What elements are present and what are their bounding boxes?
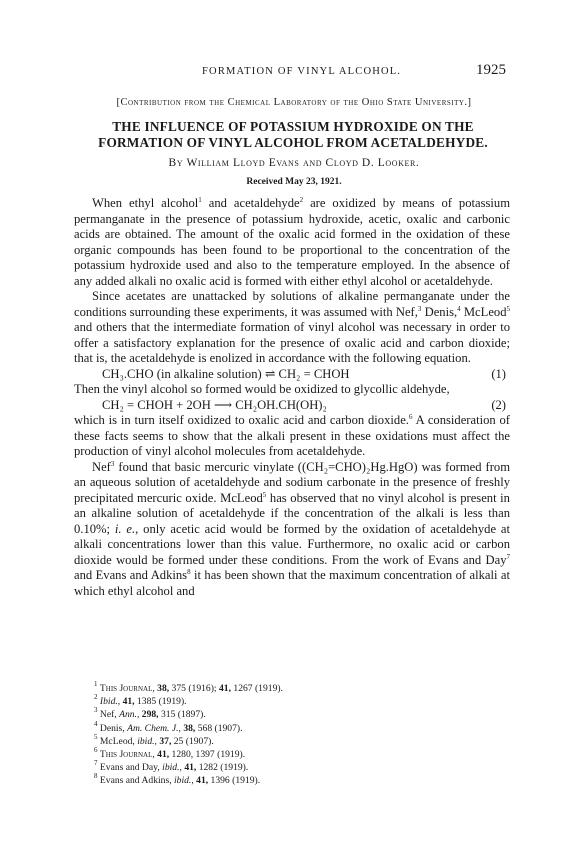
volume: 41, — [196, 775, 209, 787]
contribution-line: [Contribution from the Chemical Laboratory of the Ohio State University.] — [116, 97, 472, 108]
volume: 41, — [184, 762, 197, 774]
citation-text: 1282 (1919). — [196, 762, 249, 774]
footnote-number: 5 — [94, 732, 98, 741]
citation-text: 375 (1916); — [169, 683, 219, 694]
citation-text: 25 (1907). — [171, 735, 214, 747]
paragraph-3 — [74, 413, 510, 460]
text-run: and Evans and Adkins — [74, 568, 188, 582]
volume: 38, — [157, 683, 170, 694]
footnote-ref: 5 — [262, 490, 267, 499]
footnote-number: 7 — [94, 759, 98, 768]
text-run: which is in turn itself oxidized to oxalic acid and carbon dioxide. — [74, 413, 409, 427]
author-name: McLeod, — [99, 735, 138, 747]
footnote-number: 8 — [94, 772, 98, 781]
footnotes — [94, 682, 494, 788]
footnote-ref: 3 — [110, 459, 115, 468]
text-run: and acetaldehyde — [201, 196, 300, 210]
running-title: FORMATION OF VINYL ALCOHOL. — [202, 66, 402, 77]
author-name: Evans and Adkins, — [99, 775, 174, 787]
author-name: Nef, — [99, 709, 120, 721]
footnote-ref: 6 — [408, 413, 413, 421]
journal-name: This Journal, — [99, 749, 155, 761]
footnote-ref: 7 — [506, 552, 510, 561]
journal-name: This Journal, — [99, 683, 155, 694]
text-run: has observed that no vinyl alcohol is present in an alkaline solution of acetaldehyde if the concentration of the alkali is less than 0.10%; — [74, 490, 510, 536]
equation-1 — [74, 367, 510, 383]
received-date: Received May 23, 1921. — [246, 177, 342, 187]
text-run: found that basic mercuric vinylate ((CH₂=CHO)₂Hg.HgO) was formed from an aqueous solution of acetaldehyde and sodium carbonate in the presence of freshly precipitated mercuric oxide. McLeod — [74, 459, 510, 505]
equation-2 — [74, 398, 510, 414]
footnote-number: 3 — [94, 706, 98, 715]
footnote-3 — [94, 708, 494, 721]
journal-name: Ann., — [119, 709, 140, 721]
article-body — [74, 196, 510, 599]
footnote-ref: 5 — [506, 304, 511, 313]
paragraph-1 — [74, 196, 510, 289]
journal-name: ibid., — [174, 775, 194, 787]
citation-text: 1280, 1397 (1919). — [169, 749, 246, 761]
article-title: THE INFLUENCE OF POTASSIUM HYDROXIDE ON THE FORMATION OF VINYL ALCOHOL FROM ACETALDEHYDE. — [98, 119, 488, 150]
footnote-1 — [94, 682, 494, 695]
citation-text: 1267 (1919). — [231, 683, 283, 694]
paragraph-2 — [74, 289, 510, 367]
footnote-ref: 2 — [299, 196, 304, 204]
text-run: Denis, — [421, 304, 458, 319]
running-header — [74, 64, 506, 82]
journal-name: ibid., — [137, 735, 157, 747]
footnote-ref: 8 — [187, 568, 191, 576]
footnote-number: 6 — [94, 746, 98, 755]
text-run: i. e. — [114, 521, 136, 536]
author-byline: By William Lloyd Evans and Cloyd D. Looker. — [168, 157, 420, 169]
footnote-8 — [94, 774, 494, 787]
footnote-5 — [94, 732, 494, 748]
text-run: are oxidized by means of potassium permanganate in the presence of potassium hydroxide, acetic, oxalic and carbonic acids are obtained. The amount of the oxalic acid formed in the oxidation of these organic compounds has been found to be proportional to the concentration of the potassium hydroxide used and also to the temperature employed. In the absence of any added alkali no oxalic acid is formed with either ethyl alcohol or acetaldehyde. — [74, 196, 510, 288]
equation-number: (2) — [491, 397, 506, 412]
footnote-6 — [94, 748, 494, 761]
author-name: Denis, — [99, 722, 128, 734]
footnote-number: 1 — [94, 680, 98, 688]
footnote-7 — [94, 761, 494, 774]
equation-number: (1) — [491, 366, 506, 381]
volume: 38, — [183, 722, 196, 734]
author-name: Evans and Day, — [99, 762, 163, 774]
page-number: 1925 — [476, 62, 506, 78]
volume: 298, — [141, 709, 159, 721]
footnote-2 — [94, 695, 494, 708]
footnote-ref: 4 — [457, 304, 461, 313]
text-run: it has been shown that the maximum concentration of alkali at which ethyl alcohol and — [74, 568, 510, 598]
journal-name: Am. Chem. J., — [127, 722, 181, 734]
footnote-4 — [94, 719, 494, 735]
equation-text: CH₃.CHO (in alkaline solution) ⇌ CH₂ = CHOH — [102, 366, 350, 381]
paragraph-continuation: Then the vinyl alcohol so formed would be oxidized to glycollic aldehyde, — [74, 382, 450, 396]
text-run: When ethyl alcohol — [92, 196, 199, 210]
equation-text: CH₂ = CHOH + 2OH ⟶ CH₂OH.CH(OH)₂ — [102, 397, 327, 412]
journal-name: ibid., — [162, 762, 182, 774]
volume: 41, — [157, 749, 170, 761]
text-run: , only acetic acid would be formed by the oxidation of acetaldehyde at alkali concentrations lower than this value. Furthermore, no oxalic acid or carbon dioxide would be formed under these conditions. From the work of Evans and Day — [74, 521, 510, 567]
text-run: A consideration of these facts seems to show that the alkali present in these oxidations must affect the production of vinyl alcohol molecules from acetaldehyde. — [74, 413, 510, 458]
text-run: and others that the intermediate formation of vinyl alcohol was necessary in order to offer a satisfactory explanation for the presence of oxalic acid and carbon dioxide; that is, the acetaldehyde is enolized in accordance with the following equation. — [74, 320, 510, 365]
volume: 41, — [219, 683, 231, 694]
footnote-number: 4 — [94, 719, 98, 728]
journal-name: Ibid., — [99, 696, 121, 708]
paragraph-4 — [74, 460, 510, 600]
volume: 41, — [122, 696, 135, 708]
citation-text: 1396 (1919). — [208, 775, 261, 787]
volume: 37, — [159, 735, 172, 747]
footnote-ref: 3 — [417, 304, 422, 313]
citation-text: 568 (1907). — [195, 722, 243, 734]
citation-text: 315 (1897). — [158, 709, 206, 721]
footnote-number: 2 — [94, 693, 98, 702]
text-run: McLeod — [460, 304, 507, 319]
text-run: Since acetates are unattacked by solutions of alkaline permanganate under the conditions surrounding these experiments, it was assumed with Nef, — [74, 289, 510, 319]
text-run: Nef — [92, 459, 111, 474]
citation-text: 1385 (1919). — [134, 696, 187, 708]
footnote-ref: 1 — [198, 196, 202, 204]
